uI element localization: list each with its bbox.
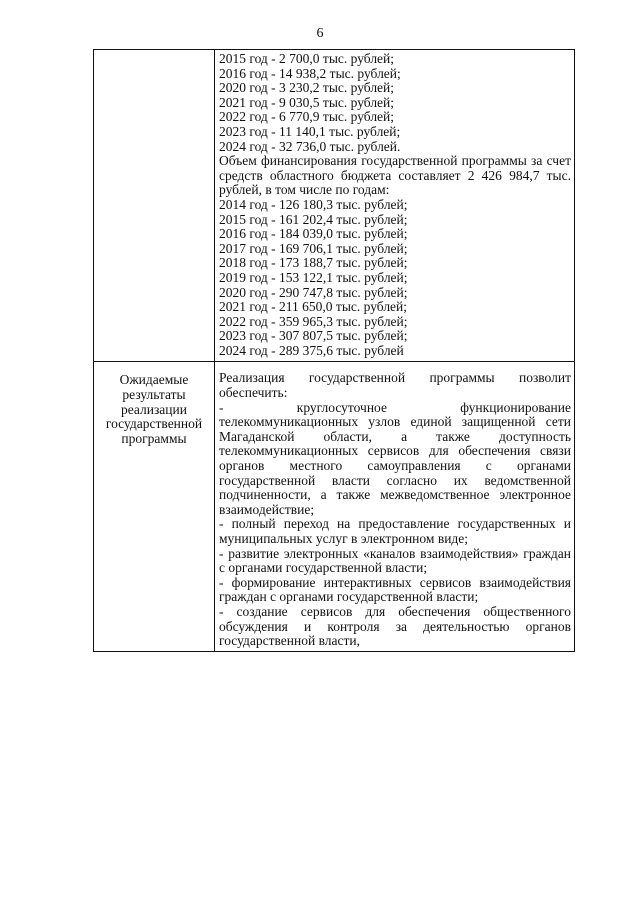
regional-funding-line: 2016 год - 184 039,0 тыс. рублей; bbox=[219, 226, 408, 242]
regional-funding-line: 2021 год - 211 650,0 тыс. рублей; bbox=[219, 299, 408, 315]
regional-funding-line: 2014 год - 126 180,3 тыс. рублей; bbox=[219, 196, 408, 212]
expected-result-item: - создание сервисов для обеспечения общественного обсуждения и контроля за деятельностью органов государственной власти, bbox=[219, 603, 571, 649]
funding-line: 2020 год - 3 230,2 тыс. рублей; bbox=[219, 80, 395, 96]
regional-funding-line: 2020 год - 290 747,8 тыс. рублей; bbox=[219, 284, 408, 300]
funding-line: 2016 год - 14 938,2 тыс. рублей; bbox=[219, 65, 401, 81]
regional-funding-line: 2019 год - 153 122,1 тыс. рублей; bbox=[219, 269, 408, 285]
expected-result-item: - развитие электронных «каналов взаимодействия» граждан с органами государственной власти; bbox=[219, 545, 571, 576]
program-passport-table bbox=[93, 49, 575, 652]
regional-funding-line: 2022 год - 359 965,3 тыс. рублей; bbox=[219, 313, 408, 329]
regional-funding-line: 2015 год - 161 202,4 тыс. рублей; bbox=[219, 211, 408, 227]
funding-row-label bbox=[94, 50, 215, 362]
funding-row-content bbox=[215, 50, 575, 362]
expected-results-label: Ожидаемые результаты реализации государственной программы bbox=[94, 362, 215, 651]
funding-line: 2023 год - 11 140,1 тыс. рублей; bbox=[219, 123, 401, 139]
expected-results-intro: Реализация государственной программы позволит обеспечить: bbox=[219, 370, 571, 401]
funding-line: 2022 год - 6 770,9 тыс. рублей; bbox=[219, 109, 395, 125]
funding-line: 2021 год - 9 030,5 тыс. рублей; bbox=[219, 94, 395, 110]
regional-funding-line: 2017 год - 169 706,1 тыс. рублей; bbox=[219, 240, 408, 256]
regional-funding-line: 2023 год - 307 807,5 тыс. рублей; bbox=[219, 328, 408, 344]
funding-line: 2015 год - 2 700,0 тыс. рублей; bbox=[219, 51, 395, 66]
regional-funding-line: 2024 год - 289 375,6 тыс. рублей bbox=[219, 342, 404, 358]
expected-result-item: - полный переход на предоставление государственных и муниципальных услуг в электронном виде; bbox=[219, 516, 571, 546]
regional-budget-paragraph: Объем финансирования государственной программы за счет средств областного бюджета составляет 2 426 984,7 тыс. рублей, в том числе по годам: bbox=[219, 153, 571, 198]
expected-results-content bbox=[215, 362, 575, 651]
page-number: 6 bbox=[316, 26, 324, 41]
expected-results-row bbox=[94, 362, 575, 651]
expected-result-item: - формирование интерактивных сервисов взаимодействия граждан с органами государственной власти; bbox=[219, 574, 571, 605]
expected-result-item: - круглосуточное функционирование телекоммуникационных узлов единой защищенной сети Магаданской области, а также доступность телекоммуникационных сервисов для обеспечения связи органов местного самоуправления с органами государственной власти согласно их ведомственной подчиненности, а также межведомственное электронное взаимодействие; bbox=[219, 399, 571, 517]
funding-line: 2024 год - 32 736,0 тыс. рублей. bbox=[219, 138, 401, 154]
funding-row bbox=[94, 50, 575, 362]
regional-funding-line: 2018 год - 173 188,7 тыс. рублей; bbox=[219, 255, 408, 271]
